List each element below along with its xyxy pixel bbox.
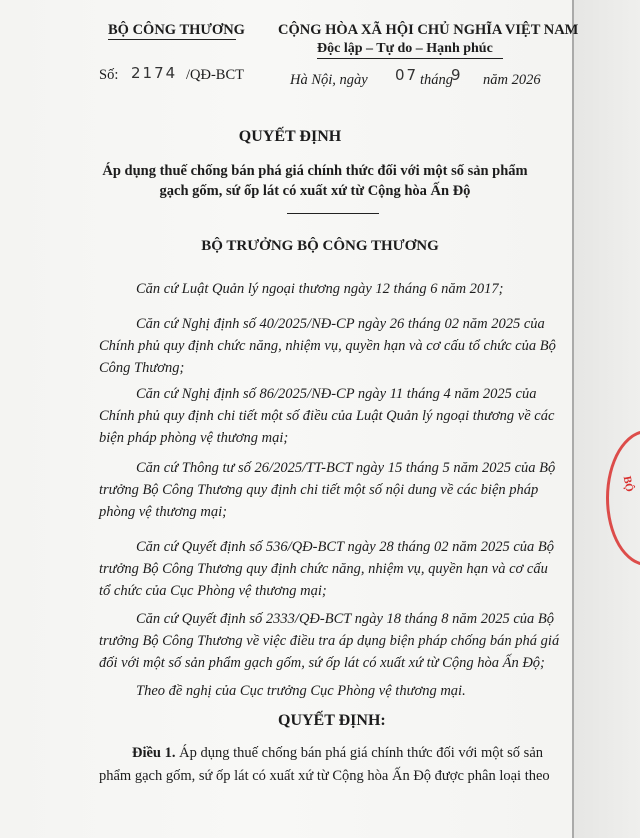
article-1-text: Áp dụng thuế chống bán phá giá chính thức đối với một số sản — [179, 745, 543, 761]
issuer-heading: BỘ TRƯỞNG BỘ CÔNG THƯƠNG — [201, 238, 439, 254]
basis-line: trưởng Bộ Công Thương quy định chức năng, nhiệm vụ, quyền hạn và cơ cấu — [99, 561, 548, 577]
org-underline — [108, 39, 236, 40]
page-margin-strip — [574, 0, 640, 838]
document-subtitle-line-2: gạch gốm, sứ ốp lát có xuất xứ từ Cộng hòa Ấn Độ — [159, 183, 471, 199]
article-1-line-1 — [132, 745, 543, 762]
document-title: QUYẾT ĐỊNH — [238, 128, 342, 145]
national-motto: Độc lập – Tự do – Hạnh phúc — [317, 41, 493, 56]
basis-line: Căn cứ Luật Quản lý ngoại thương ngày 12 tháng 6 năm 2017; — [136, 281, 504, 297]
seal-text: BỘ — [620, 475, 636, 493]
article-1-line-2: phẩm gạch gốm, sứ ốp lát có xuất xứ từ Cộng hòa Ấn Độ được phân loại theo — [99, 768, 550, 784]
document-number-label: Số: — [99, 67, 119, 83]
place-date: Hà Nội, ngày — [290, 72, 368, 88]
date-month: 9 — [451, 66, 463, 84]
issuing-organization: BỘ CÔNG THƯƠNG — [108, 22, 245, 38]
article-1-label: Điều 1. — [132, 745, 176, 761]
basis-line: Công Thương; — [99, 360, 185, 376]
basis-line: Chính phủ quy định chi tiết một số điều của Luật Quản lý ngoại thương về các — [99, 408, 555, 424]
document-subtitle-line-1: Áp dụng thuế chống bán phá giá chính thức đối với một số sản phẩm — [102, 163, 528, 179]
decision-heading: QUYẾT ĐỊNH: — [278, 712, 386, 729]
basis-line: Căn cứ Thông tư số 26/2025/TT-BCT ngày 15 tháng 5 năm 2025 của Bộ — [136, 460, 556, 476]
document-number-suffix: /QĐ-BCT — [186, 67, 244, 83]
basis-line: phòng vệ thương mại; — [99, 504, 228, 520]
basis-line: Theo đề nghị của Cục trưởng Cục Phòng vệ thương mại. — [136, 683, 466, 699]
motto-underline — [317, 58, 503, 59]
basis-line: tổ chức của Cục Phòng vệ thương mại; — [99, 583, 327, 599]
page-edge — [572, 0, 574, 838]
basis-line: trưởng Bộ Công Thương quy định chi tiết một số nội dung về các biện pháp — [99, 482, 539, 498]
date-day: 07 — [395, 66, 419, 84]
document-number: 2174 — [131, 64, 178, 82]
basis-line: biện pháp phòng vệ thương mại; — [99, 430, 289, 446]
basis-line: Căn cứ Quyết định số 2333/QĐ-BCT ngày 18 tháng 8 năm 2025 của Bộ — [136, 611, 555, 627]
date-year: năm 2026 — [483, 72, 541, 88]
title-separator — [287, 213, 379, 214]
basis-line: Chính phủ quy định chức năng, nhiệm vụ, quyền hạn và cơ cấu tổ chức của Bộ — [99, 338, 556, 354]
basis-line: Căn cứ Nghị định số 40/2025/NĐ-CP ngày 26 tháng 02 năm 2025 của — [136, 316, 545, 332]
month-word: tháng — [420, 72, 454, 88]
basis-line: Căn cứ Quyết định số 536/QĐ-BCT ngày 28 tháng 02 năm 2025 của Bộ — [136, 539, 555, 555]
basis-line: đối với một số sản phẩm gạch gốm, sứ ốp lát có xuất xứ từ Cộng hòa Ấn Độ; — [99, 655, 545, 671]
national-title: CỘNG HÒA XÃ HỘI CHỦ NGHĨA VIỆT NAM — [278, 22, 579, 38]
basis-line: trưởng Bộ Công Thương về việc điều tra áp dụng biện pháp chống bán phá giá — [99, 633, 560, 649]
basis-line: Căn cứ Nghị định số 86/2025/NĐ-CP ngày 11 tháng 4 năm 2025 của — [136, 386, 537, 402]
